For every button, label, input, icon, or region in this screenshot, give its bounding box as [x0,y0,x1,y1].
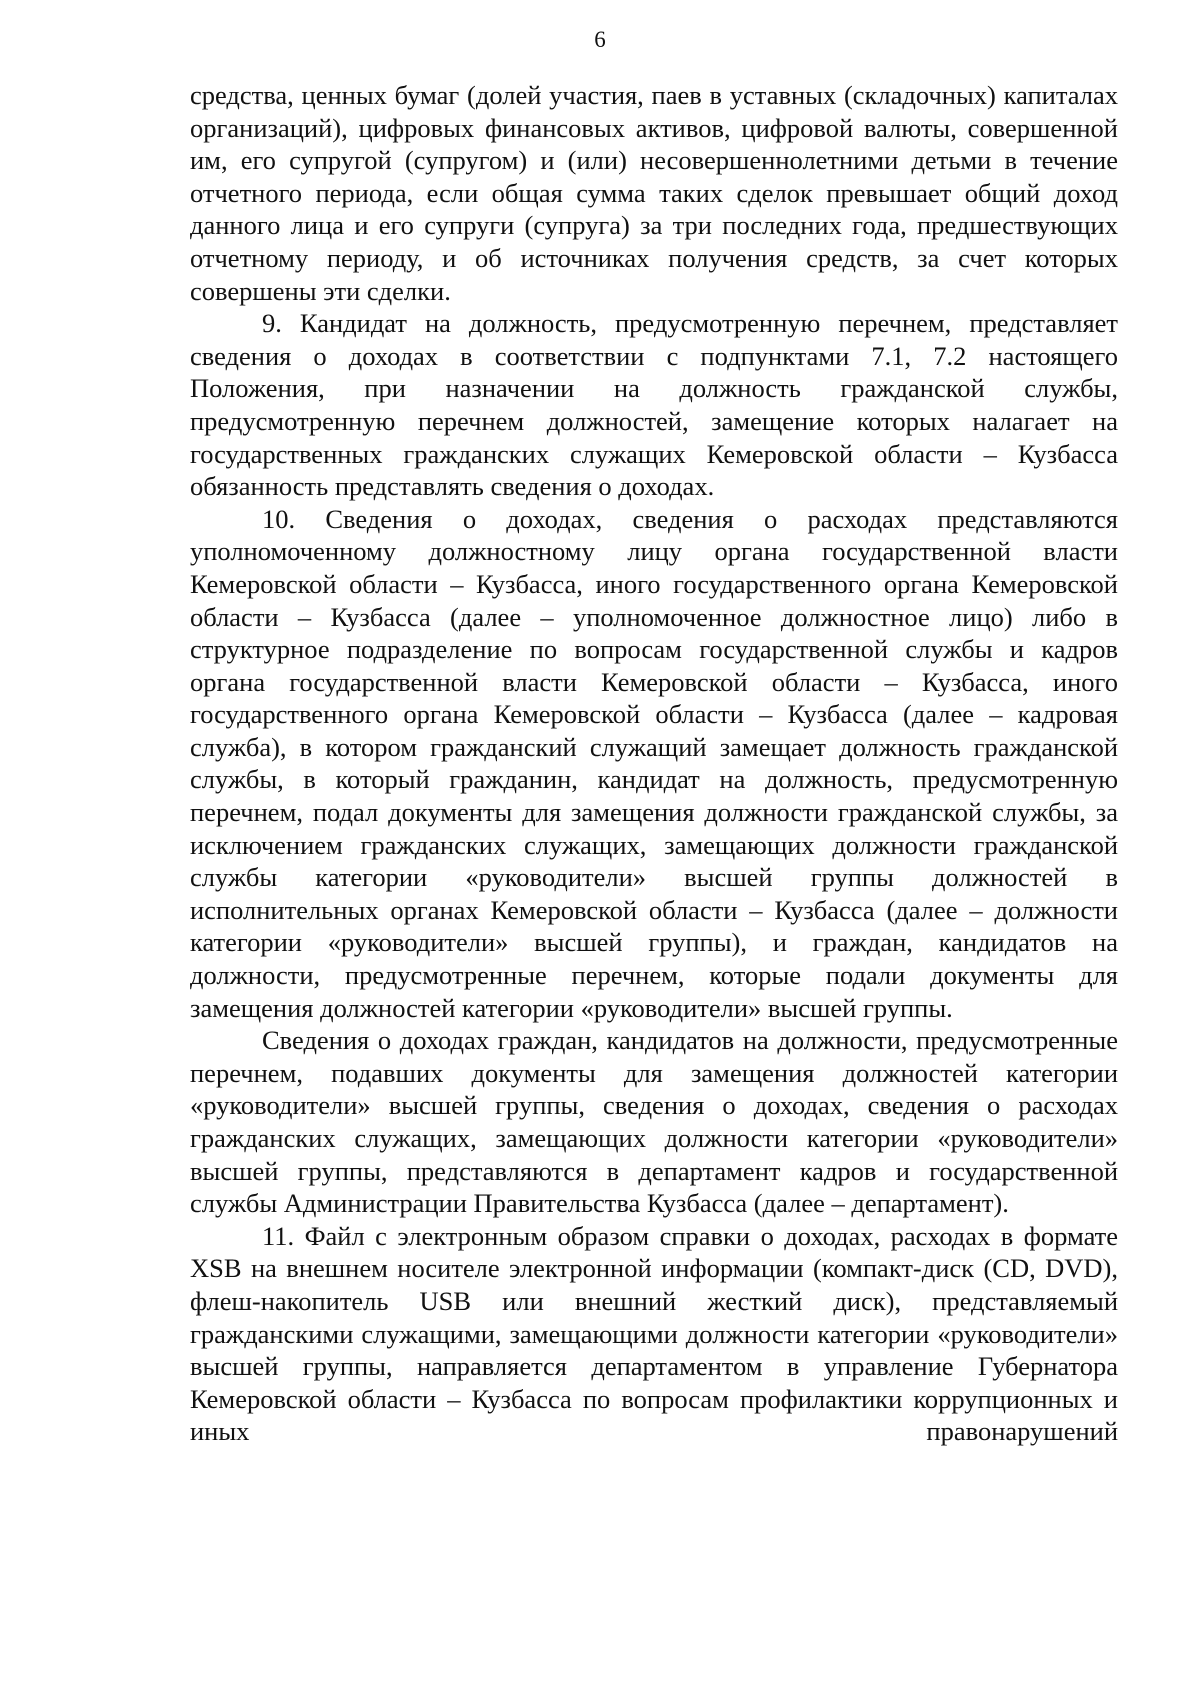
paragraph-item-11: 11. Файл с электронным образом справки о доходах, расходах в формате XSB на внешнем носителе электронной информации (компакт-диск (CD, DVD), флеш-накопитель USB или внешний жесткий диск), представляемый гражданскими служащими, замещающими должности категории «руководители» высшей группы, направляется департаментом в управление Губернатора Кемеровской области – Кузбасса по вопросам профилактики коррупционных и иных правонарушений [190,1220,1118,1447]
paragraph-item-10-continued: Сведения о доходах граждан, кандидатов на должности, предусмотренные перечнем, подавших документы для замещения должностей категории «руководители» высшей группы, сведения о доходах, сведения о расходах гражданских служащих, замещающих должности категории «руководители» высшей группы, представляются в департамент кадров и государственной службы Администрации Правительства Кузбасса (далее – департамент). [190,1025,1118,1219]
paragraph-item-9: 9. Кандидат на должность, предусмотренную перечнем, представляет сведения о доходах в соответствии с подпунктами 7.1, 7.2 настоящего Положения, при назначении на должность гражданской службы, предусмотренную перечнем должностей, замещение которых налагает на государственных гражданских служащих Кемеровской области – Кузбасса обязанность представлять сведения о доходах. [190,308,1118,502]
paragraph-continuation: средства, ценных бумаг (долей участия, паев в уставных (складочных) капиталах организаций), цифровых финансовых активов, цифровой валюты, совершенной им, его супругой (супругом) и (или) несовершеннолетними детьми в течение отчетного периода, если общая сумма таких сделок превышает общий доход данного лица и его супруги (супруга) за три последних года, предшествующих отчетному периоду, и об источниках получения средств, за счет которых совершены эти сделки. [190,80,1118,306]
paragraph-item-10: 10. Сведения о доходах, сведения о расходах представляются уполномоченному должностному лицу органа государственной власти Кемеровской области – Кузбасса, иного государственного органа Кемеровской области – Кузбасса (далее – уполномоченное должностное лицо) либо в структурное подразделение по вопросам государственной службы и кадров органа государственной власти Кемеровской области – Кузбасса, иного государственного органа Кемеровской области – Кузбасса (далее – кадровая служба), в котором гражданский служащий замещает должность гражданской службы, в который гражданин, кандидат на должность, предусмотренную перечнем, подал документы для замещения должности гражданской службы, за исключением гражданских служащих, замещающих должности гражданской службы категории «руководители» высшей группы должностей в исполнительных органах Кемеровской области – Кузбасса (далее – должности категории «руководители» высшей группы), и граждан, кандидатов на должности, предусмотренные перечнем, которые подали документы для замещения должностей категории «руководители» высшей группы. [190,503,1118,1023]
page-number: 6 [594,27,606,52]
document-body [190,79,1118,1448]
